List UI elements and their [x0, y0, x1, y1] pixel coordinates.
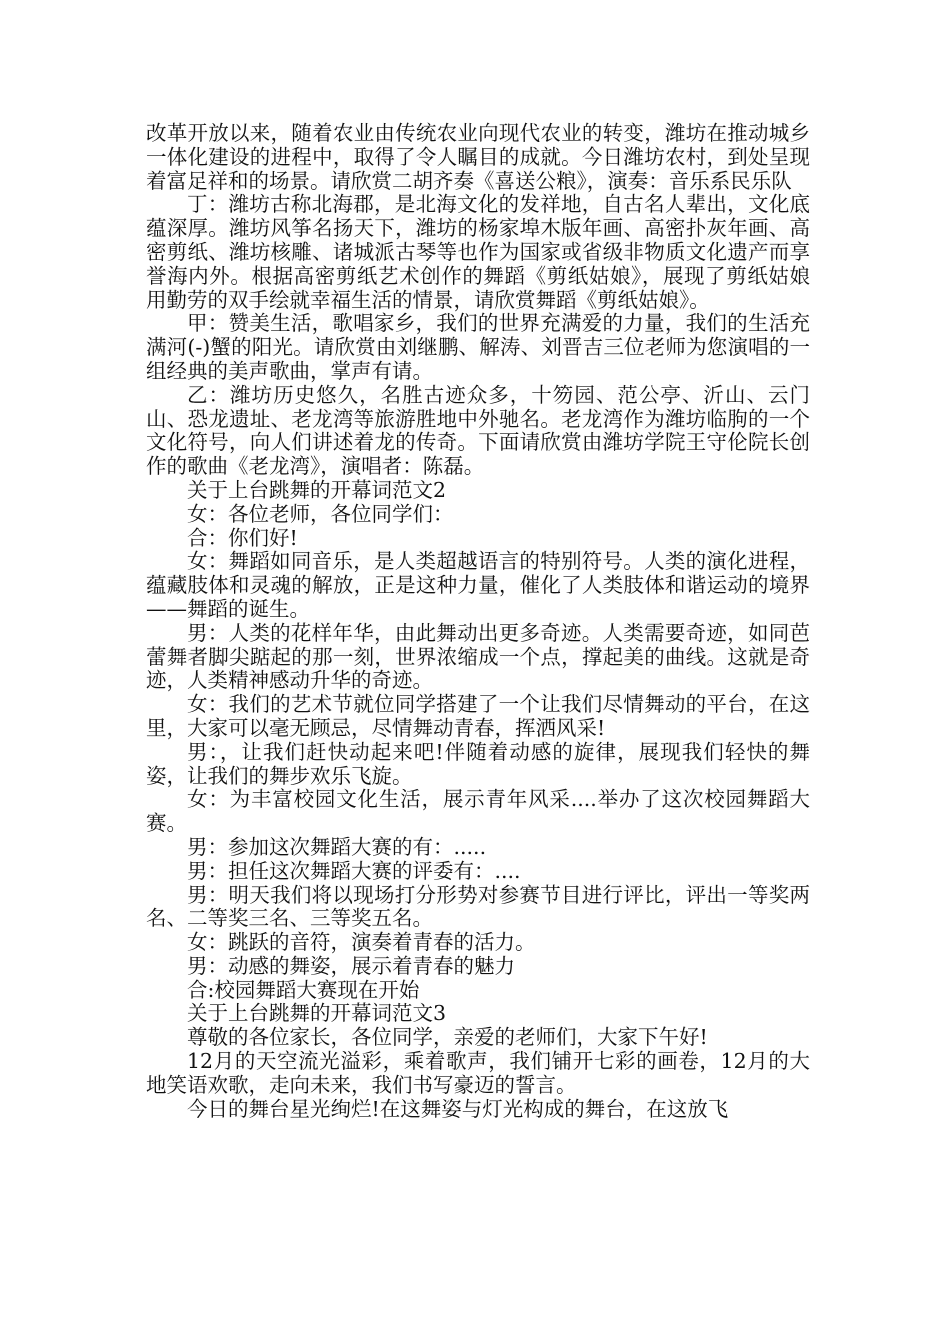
paragraph-stage: 今日的舞台星光绚烂!在这舞姿与灯光构成的舞台，在这放飞	[187, 1096, 729, 1121]
paragraph-miracle: 男：人类的花样年华，由此舞动出更多奇迹。人类需要奇迹，如同芭蕾舞者脚尖踮起的那一刻，世界浓缩成一个点，撑起美的曲线。这就是奇迹，人类精神感动升华的奇迹。	[146, 620, 810, 693]
paragraph-awards: 男：明天我们将以现场打分形势对参赛节目进行评比，评出一等奖两名、二等奖三名、三等奖五名。	[146, 882, 810, 931]
paragraph-art-festival: 女：我们的艺术节就位同学搭建了一个让我们尽情舞动的平台，在这里，大家可以毫无顾忌，尽情舞动青春，挥洒风采!	[146, 692, 810, 740]
document-page	[146, 122, 810, 1121]
paragraph-participants: 男：参加这次舞蹈大赛的有：.....	[187, 834, 487, 859]
paragraph-campus-contest: 女：为丰富校园文化生活，展示青年风采....举办了这次校园舞蹈大赛。	[146, 787, 810, 836]
paragraph-notes: 女：跳跃的音符，演奏着青春的活力。	[187, 930, 536, 955]
paragraph-dance-music: 女：舞蹈如同音乐，是人类超越语言的特别符号。人类的演化进程，蕴藏肢体和灵魂的解放，正是这种力量，催化了人类肢体和谐运动的境界——舞蹈的诞生。	[146, 549, 810, 621]
paragraph-dance-charm: 男：动感的舞姿，展示着青春的魅力	[187, 953, 515, 978]
paragraph-ding: 丁：潍坊古称北海郡，是北海文化的发祥地，自古名人辈出，文化底蕴深厚。潍坊风筝名扬天下，潍坊的杨家埠木版年画、高密扑灰年画、高密剪纸、潍坊核雕、诸城派古琴等也作为国家或省级非物质文化遗产而享誉海内外。根据高密剪纸艺术创作的舞蹈《剪纸姑娘》，展现了剪纸姑娘用勤劳的双手绘就幸福生活的情景，请欣赏舞蹈《剪纸姑娘》。	[146, 192, 810, 312]
paragraph-greeting-female: 女：各位老师，各位同学们：	[187, 501, 454, 526]
paragraph-december: 12月的天空流光溢彩，乘着歌声，我们铺开七彩的画卷，12月的大地笑语欢歌，走向未来，我们书写豪迈的誓言。	[146, 1049, 810, 1097]
paragraph-yi: 乙：潍坊历史悠久，名胜古迹众多，十笏园、范公亭、沂山、云门山、恐龙遗址、老龙湾等旅游胜地中外驰名。老龙湾作为潍坊临朐的一个文化符号，向人们讲述着龙的传奇。下面请欣赏由潍坊学院王守伦院长创作的歌曲《老龙湾》，演唱者：陈磊。	[146, 382, 810, 479]
section-heading-2: 关于上台跳舞的开幕词范文2	[187, 477, 447, 502]
paragraph-jia: 甲：赞美生活，歌唱家乡，我们的世界充满爱的力量，我们的生活充满河(-)蟹的阳光。请欣赏由刘继鹏、解涛、刘晋吉三位老师为您演唱的一组经典的美声歌曲，掌声有请。	[146, 311, 810, 383]
paragraph-welcome: 尊敬的各位家长，各位同学，亲爱的老师们，大家下午好!	[187, 1025, 708, 1050]
paragraph-start: 合:校园舞蹈大赛现在开始	[187, 977, 420, 1002]
paragraph-greeting-together: 合：你们好!	[187, 525, 298, 550]
paragraph-move: 男：，让我们赶快动起来吧!伴随着动感的旋律，展现我们轻快的舞姿，让我们的舞步欢乐飞旋。	[146, 739, 810, 788]
paragraph-intro: 改革开放以来，随着农业由传统农业向现代农业的转变，潍坊在推动城乡一体化建设的进程中，取得了令人瞩目的成就。今日潍坊农村，到处呈现着富足祥和的场景。请欣赏二胡齐奏《喜送公粮》，演奏：音乐系民乐队	[146, 121, 810, 193]
paragraph-judges: 男：担任这次舞蹈大赛的评委有：....	[187, 858, 521, 883]
section-heading-3: 关于上台跳舞的开幕词范文3	[187, 1001, 447, 1026]
